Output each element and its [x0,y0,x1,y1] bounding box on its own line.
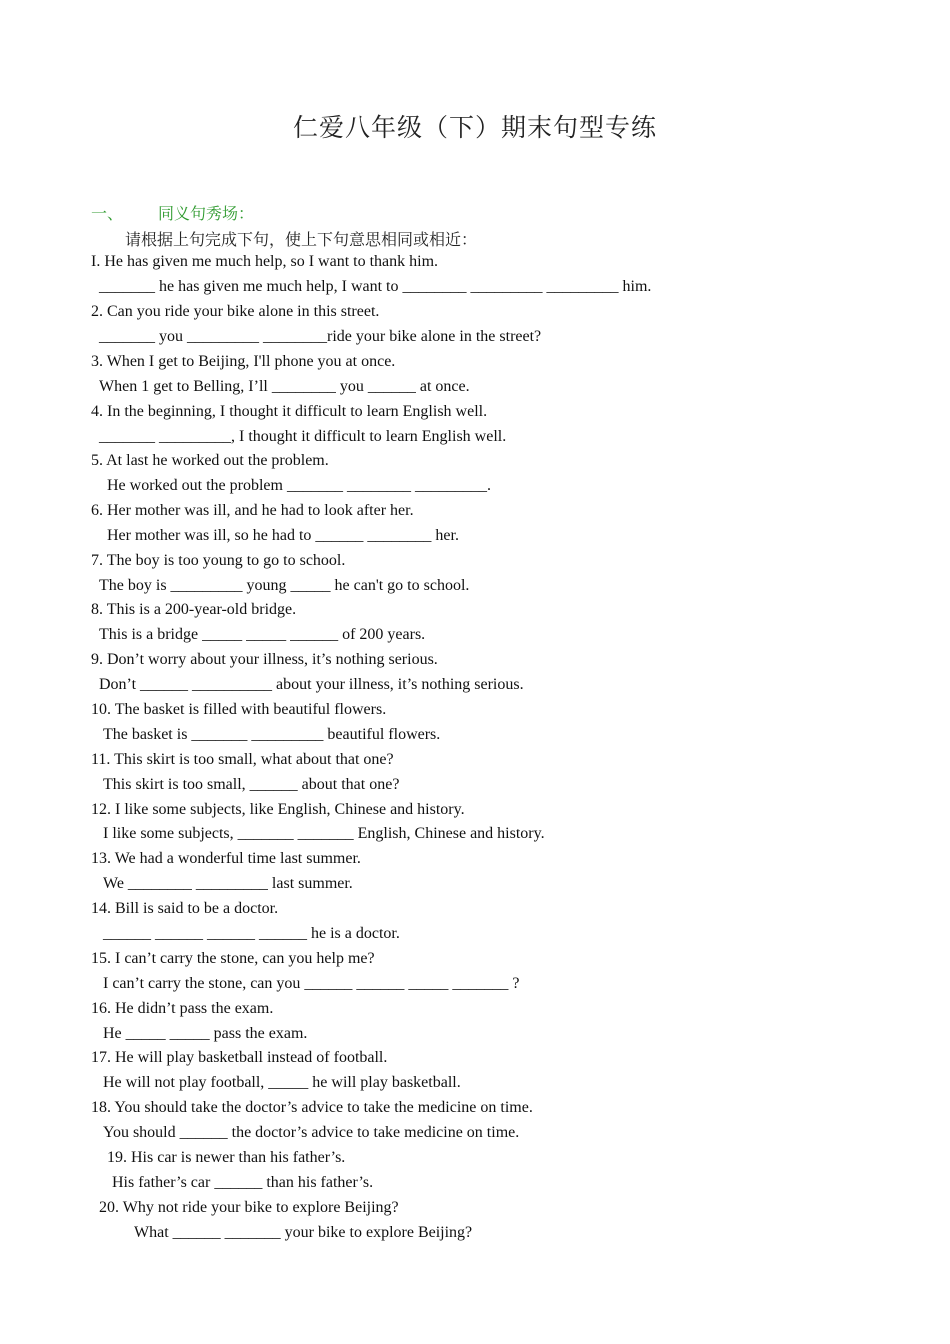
question-line: 2. Can you ride your bike alone in this street. [91,303,380,320]
answer-line: The boy is _________ young _____ he can't go to school. [99,577,470,594]
question-line: 17. He will play basketball instead of football. [91,1049,388,1066]
answer-line: When 1 get to Belling, I’ll ________ you ______ at once. [99,378,470,395]
answer-line: Her mother was ill, so he had to ______ ________ her. [107,527,459,544]
answer-line: ______ ______ ______ ______ he is a doctor. [103,925,400,942]
answer-line: This skirt is too small, ______ about that one? [103,776,400,793]
answer-line: He will not play football, _____ he will play basketball. [103,1074,461,1091]
question-line: 12. I like some subjects, like English, Chinese and history. [91,801,465,818]
question-line: 13. We had a wonderful time last summer. [91,850,361,867]
answer-line: What ______ _______ your bike to explore Beijing? [134,1224,473,1241]
question-line: 6. Her mother was ill, and he had to look after her. [91,502,414,519]
question-line: 18. You should take the doctor’s advice to take the medicine on time. [91,1099,533,1116]
answer-line: His father’s car ______ than his father’s. [112,1174,374,1191]
question-line: 16. He didn’t pass the exam. [91,1000,274,1017]
answer-line: This is a bridge _____ _____ ______ of 200 years. [99,626,426,643]
answer-line: _______ you _________ ________ride your bike alone in the street? [99,328,542,345]
answer-line: Don’t ______ __________ about your illness, it’s nothing serious. [99,676,524,693]
question-line: 11. This skirt is too small, what about that one? [91,751,394,768]
question-line: 15. I can’t carry the stone, can you help me? [91,950,375,967]
question-line: 4. In the beginning, I thought it difficult to learn English well. [91,403,488,420]
page-title: 仁爱八年级（下）期末句型专练 [292,113,657,142]
question-line: I. He has given me much help, so I want to thank him. [91,253,439,270]
answer-line: The basket is _______ _________ beautiful flowers. [103,726,441,743]
question-line: 7. The boy is too young to go to school. [91,552,346,569]
question-line: 20. Why not ride your bike to explore Beijing? [99,1199,399,1216]
answer-line: He worked out the problem _______ ________ _________. [107,477,491,494]
question-line: 10. The basket is filled with beautiful flowers. [91,701,387,718]
answer-line: _______ _________, I thought it difficult to learn English well. [99,428,507,445]
question-line: 14. Bill is said to be a doctor. [91,900,279,917]
section-number: 一、 [91,204,124,223]
answer-line: We ________ _________ last summer. [103,875,353,892]
question-line: 9. Don’t worry about your illness, it’s nothing serious. [91,651,438,668]
question-line: 8. This is a 200-year-old bridge. [91,601,297,618]
question-line: 19. His car is newer than his father’s. [107,1149,346,1166]
question-line: 3. When I get to Beijing, I'll phone you at once. [91,353,396,370]
answer-line: I like some subjects, _______ _______ English, Chinese and history. [103,825,545,842]
section-title: 同义句秀场： [158,204,255,223]
section-instruction: 请根据上句完成下句，使上下句意思相同或相近： [125,230,478,249]
answer-line: He _____ _____ pass the exam. [103,1025,308,1042]
answer-line: I can’t carry the stone, can you ______ ______ _____ _______ ? [103,975,520,992]
answer-line: _______ he has given me much help, I want to ________ _________ _________ him. [99,278,652,295]
answer-line: You should ______ the doctor’s advice to take medicine on time. [103,1124,520,1141]
question-line: 5. At last he worked out the problem. [91,452,329,469]
section-heading [91,201,254,224]
